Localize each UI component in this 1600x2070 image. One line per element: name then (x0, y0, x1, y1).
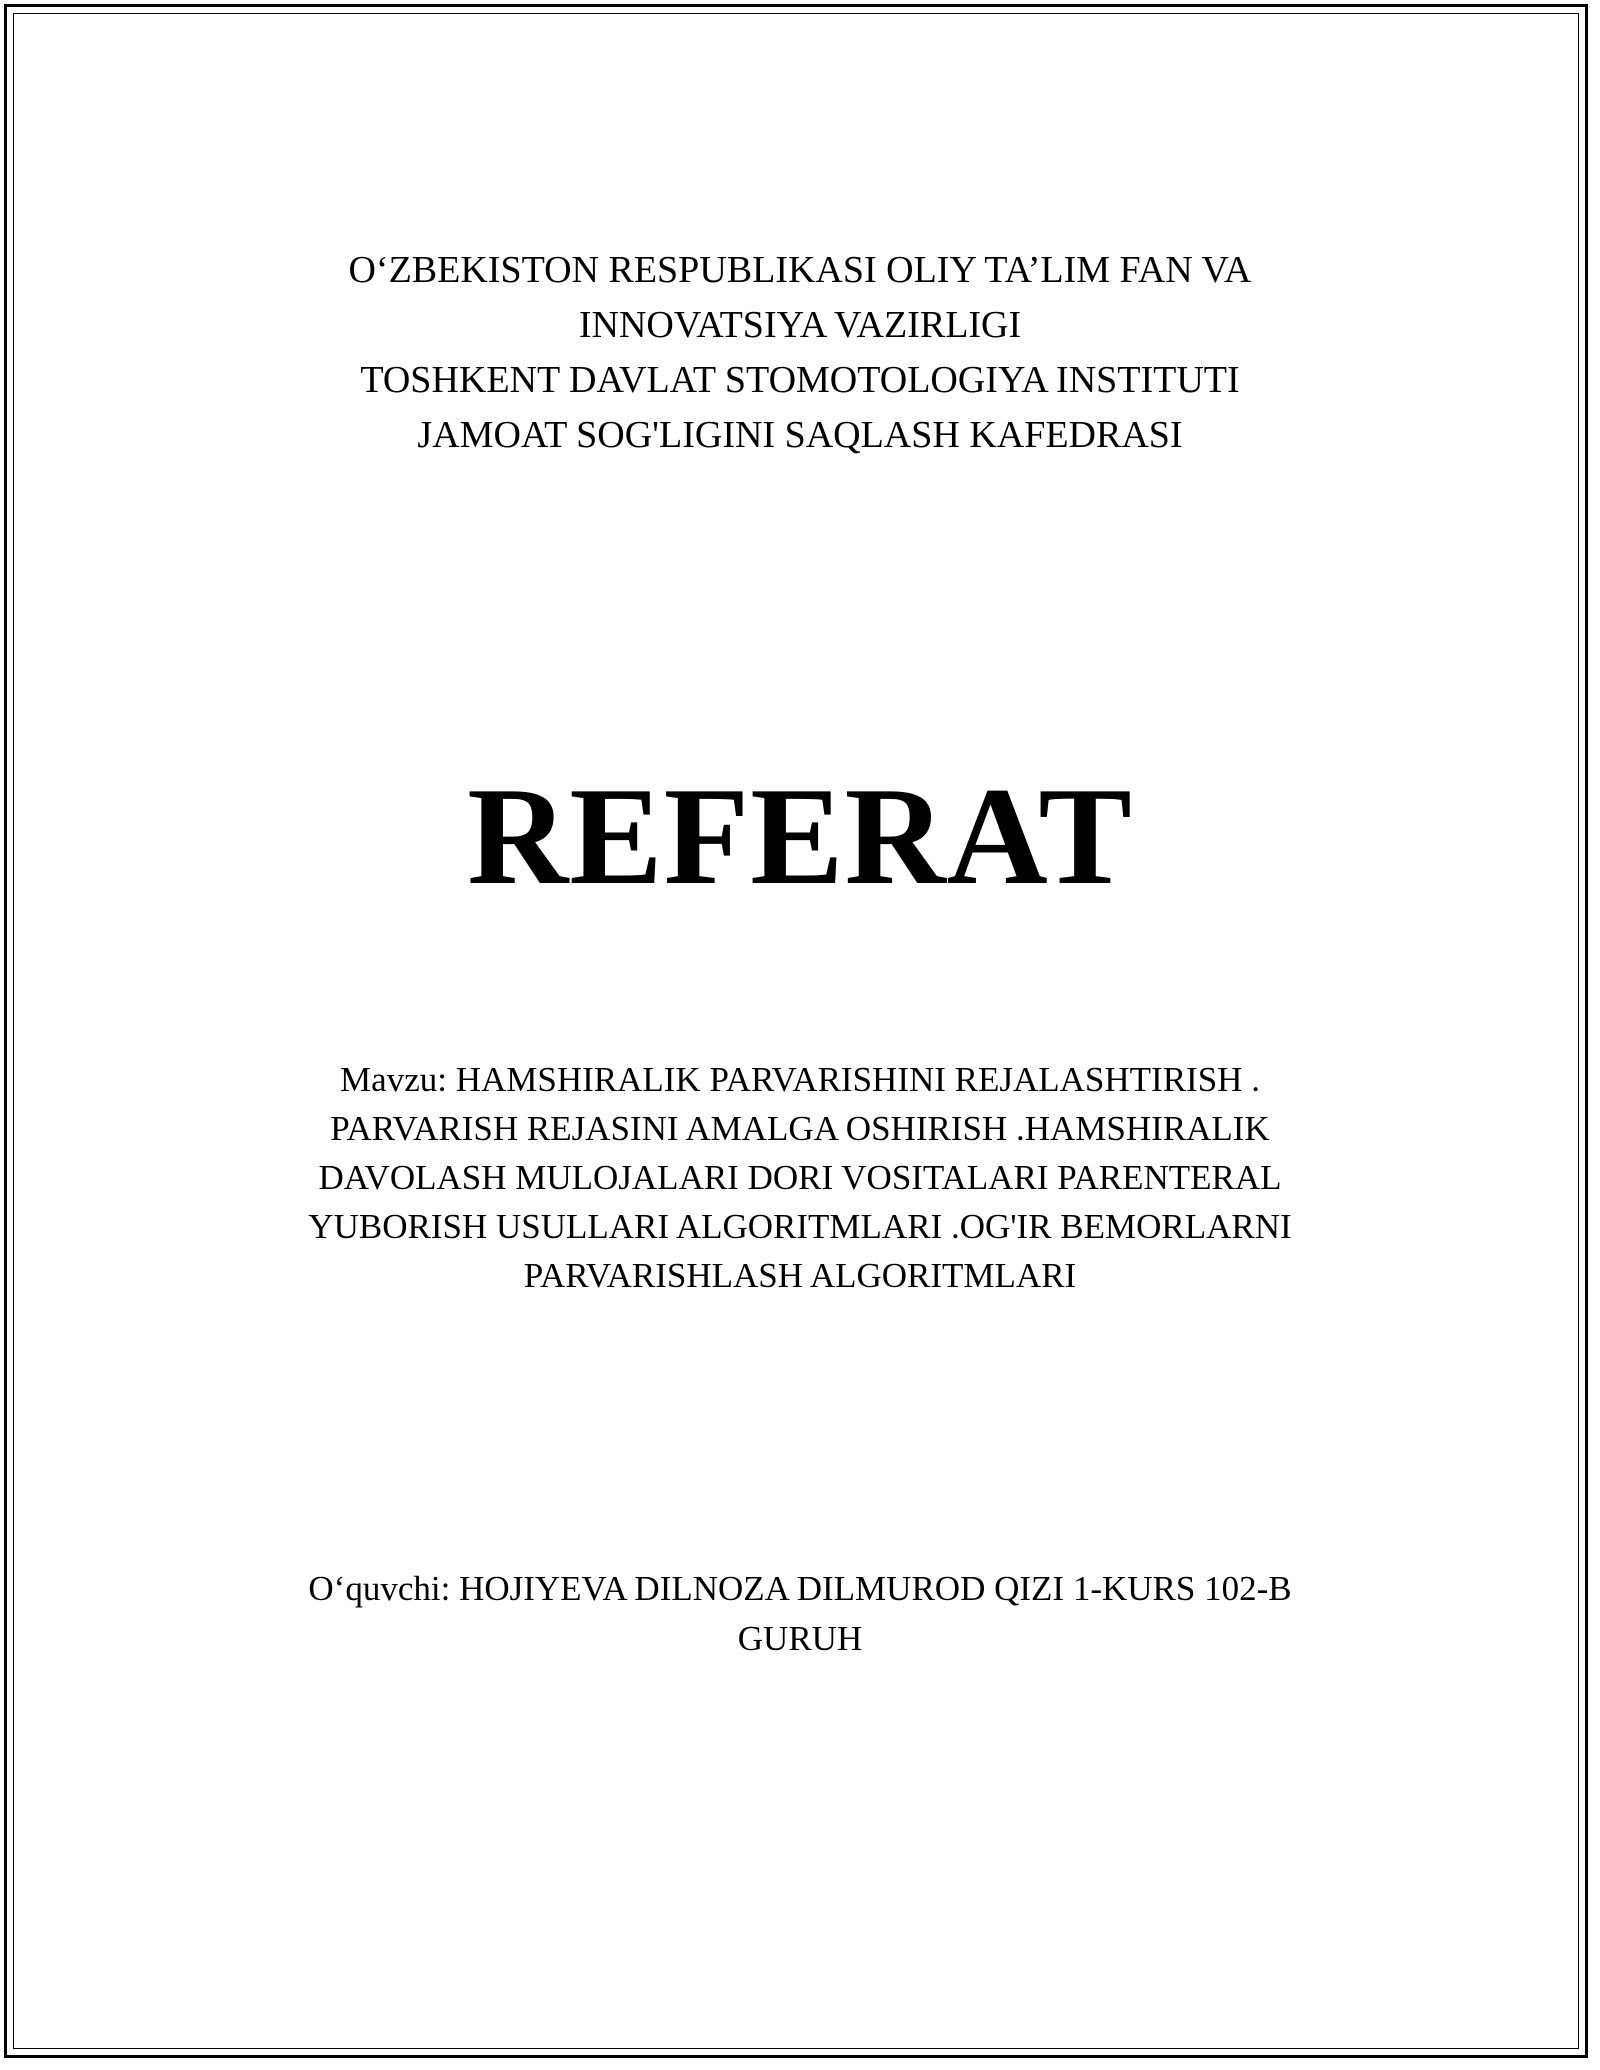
header-line-1: O‘ZBEKISTON RESPUBLIKASI OLIY TA’LIM FAN VA (348, 249, 1252, 291)
topic-block (0, 1055, 1600, 1300)
header-line-4: JAMOAT SOG'LIGINI SAQLASH KAFEDRASI (417, 414, 1183, 456)
topic-line-2: PARVARISH REJASINI AMALGA OSHIRISH .HAMSHIRALIK (330, 1109, 1270, 1148)
student-line-1: O‘quvchi: HOJIYEVA DILNOZA DILMUROD QIZI 1-KURS 102-B (308, 1569, 1292, 1608)
student-line-2: GURUH (737, 1619, 863, 1658)
topic-line-3: DAVOLASH MULOJALARI DORI VOSITALARI PARENTERAL (318, 1158, 1282, 1197)
header-line-3: TOSHKENT DAVLAT STOMOTOLOGIYA INSTITUTI (360, 359, 1240, 401)
header-line-2: INNOVATSIYA VAZIRLIGI (578, 304, 1022, 346)
topic-line-5: PARVARISHLASH ALGORITMLARI (523, 1256, 1077, 1295)
topic-line-4: YUBORISH USULLARI ALGORITMLARI .OG'IR BEMORLARNI (308, 1207, 1292, 1246)
document-title: REFERAT (467, 759, 1133, 914)
topic-line-1: Mavzu: HAMSHIRALIK PARVARISHINI REJALASHTIRISH . (340, 1060, 1260, 1099)
institution-header (0, 243, 1600, 463)
student-block (0, 1564, 1600, 1664)
